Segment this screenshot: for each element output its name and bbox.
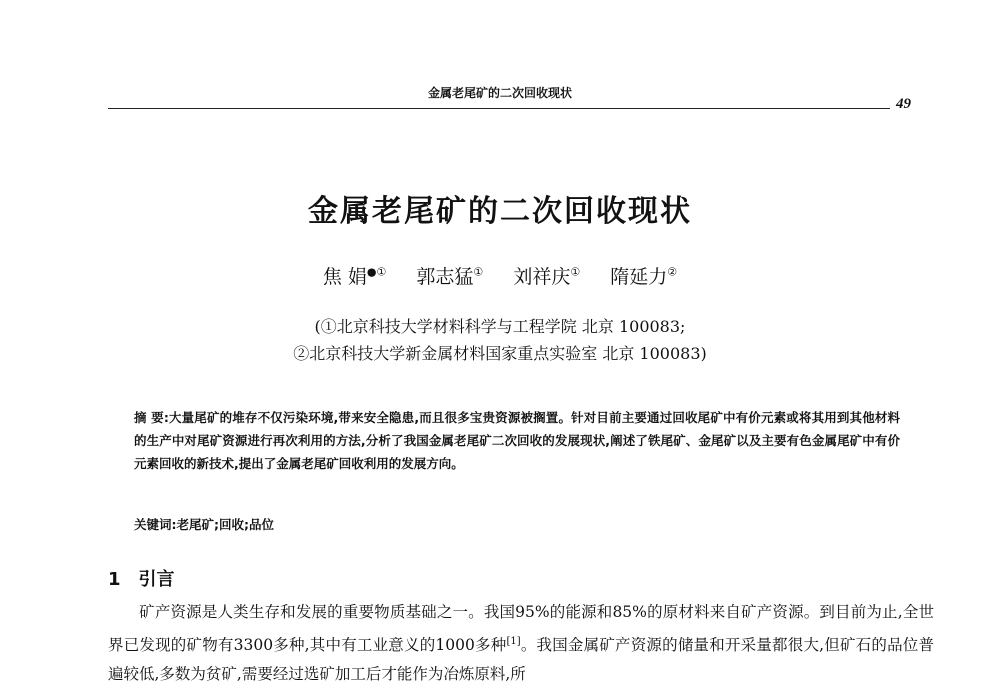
running-header-title: 金属老尾矿的二次回收现状 — [427, 86, 572, 100]
author-affiliation-mark: ① — [473, 265, 484, 279]
affiliation-2: ②北京科技大学新金属材料国家重点实验室 北京 100083) — [293, 344, 707, 363]
author-affiliation-mark: ② — [667, 265, 678, 279]
author-1 — [323, 266, 387, 288]
author-affiliation-mark: ① — [570, 265, 581, 279]
keywords — [134, 515, 274, 533]
section-heading — [108, 565, 175, 591]
section-title: 引言 — [138, 569, 175, 590]
keywords-label: 关键词: — [134, 517, 177, 532]
author-affiliation-mark: ●① — [366, 265, 387, 279]
author-name: 刘祥庆 — [513, 266, 571, 288]
header-rule — [108, 108, 890, 109]
abstract — [134, 406, 900, 475]
keywords-text: 老尾矿;回收;品位 — [176, 517, 274, 532]
author-name: 焦 娟 — [322, 266, 367, 288]
author-4 — [610, 266, 677, 288]
author-3 — [513, 266, 580, 288]
author-list — [0, 262, 1000, 289]
author-2 — [416, 266, 483, 288]
abstract-label: 摘 要: — [134, 410, 169, 425]
body-text-start: 矿产资源是人类生存和发展的重要物质基础之一。我国95%的能源和85%的原材料来自矿产资源。到目前为止,全世界已发现的矿物有3300多种,其中有工业意义的1000多种 — [108, 603, 934, 655]
affiliation-1: (①北京科技大学材料科学与工程学院 北京 100083; — [314, 317, 686, 336]
abstract-text: 大量尾矿的堆存不仅污染环境,带来安全隐患,而且很多宝贵资源被搁置。针对目前主要通过回收尾矿中有价元素或将其用到其他材料的生产中对尾矿资源进行再次利用的方法,分析了我国金属老尾矿二次回收的发展现状,阐述了铁尾矿、金尾矿以及主要有色金属尾矿中有价元素回收的新技术,提出了金属老尾矿回收利用的发展方向。 — [134, 410, 901, 471]
page-number: 49 — [896, 96, 911, 112]
author-name: 隋延力 — [610, 266, 668, 288]
citation-ref[interactable]: [1] — [506, 636, 521, 647]
author-name: 郭志猛 — [416, 266, 474, 288]
paper-title: 金属老尾矿的二次回收现状 — [308, 194, 692, 229]
body-text-end: 。我国金属矿产资源的储量和开采量都很大,但矿石的品位普遍较低,多数为贫矿,需要经过选矿加工后才能作为冶炼原料,所 — [108, 636, 934, 684]
body-paragraph — [108, 598, 934, 689]
section-number: 1 — [108, 569, 121, 590]
